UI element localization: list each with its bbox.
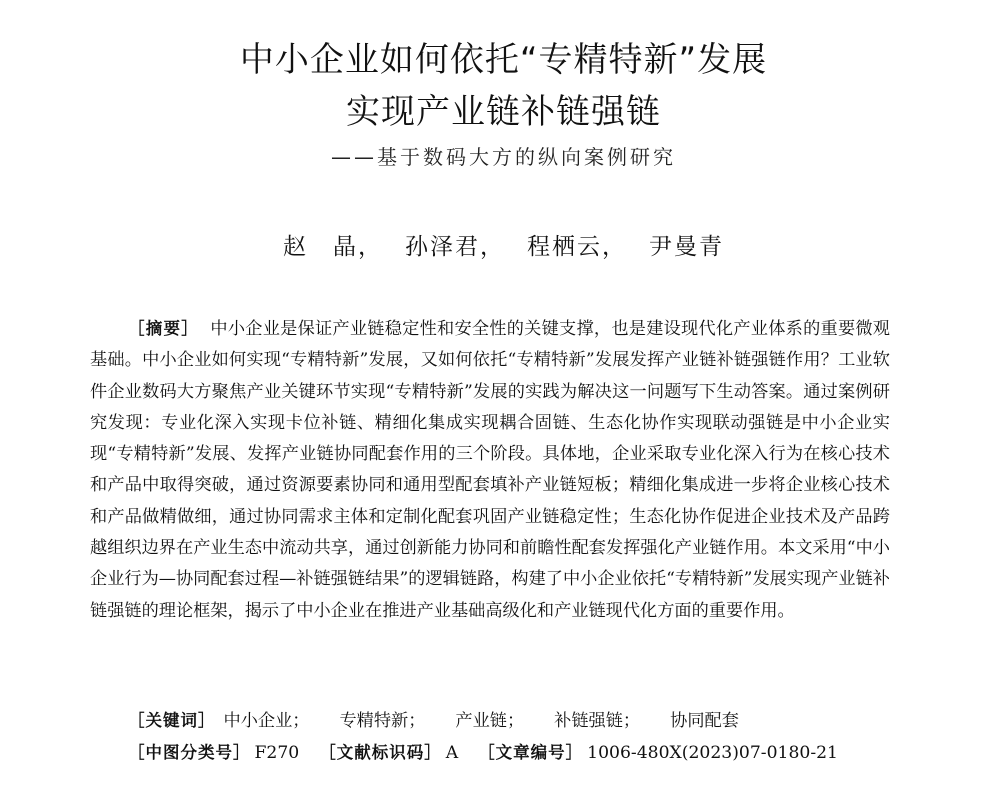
article-number-value: 1006-480X(2023)07-0180-21 xyxy=(587,743,838,763)
author-name: 程栖云， xyxy=(527,234,627,260)
abstract-text: 中小企业是保证产业链稳定性和安全性的关键支撑，也是建设现代化产业体系的重要微观基础。中小企业如何实现“专精特新”发展，又如何依托“专精特新”发展发挥产业链补链强链作用？工业软件企业数码大方聚焦产业关键环节实现“专精特新”发展的实践为解决这一问题写下生动答案。通过案例研究发现：专业化深入实现卡位补链、精细化集成实现耦合固链、生态化协作实现联动强链是中小企业实现“专精特新”发展、发挥产业链协同配套作用的三个阶段。具体地，企业采取专业化深入行为在核心技术和产品中取得突破，通过资源要素协同和通用型配套填补产业链短板；精细化集成进一步将企业核心技术和产品做精做细，通过协同需求主体和定制化配套巩固产业链稳定性；生态化协作促进企业技术及产品跨越组织边界在产业生态中流动共享，通过创新能力协同和前瞻性配套发挥强化产业链作用。本文采用“中小企业行为—协同配套过程—补链强链结果”的逻辑链路，构建了中小企业依托“专精特新”发展实现产业链补链强链的理论框架，揭示了中小企业在推进产业基础高级化和产业链现代化方面的重要作用。 xyxy=(90,319,890,621)
keywords-label: ［关键词］ xyxy=(128,711,216,730)
paper-title-line-2: 实现产业链补链强链 xyxy=(346,92,661,132)
paper-title-line-1: 中小企业如何依托“专精特新”发展 xyxy=(239,40,768,80)
classification-line xyxy=(128,738,908,768)
keyword-item: 专精特新； xyxy=(339,711,426,731)
clc-value: F270 xyxy=(254,743,300,763)
author-name: 尹曼青 xyxy=(649,234,724,260)
keyword-item: 产业链； xyxy=(455,711,525,731)
clc-label: ［中图分类号］ xyxy=(128,743,251,762)
abstract-paragraph xyxy=(90,313,890,627)
article-number-label: ［文章编号］ xyxy=(478,743,584,762)
doc-code-value: A xyxy=(445,743,459,763)
keyword-item: 协同配套 xyxy=(670,711,739,731)
keyword-item: 补链强链； xyxy=(554,711,641,731)
keyword-item: 中小企业； xyxy=(223,711,310,731)
author-list xyxy=(0,228,1007,261)
keywords-line xyxy=(128,706,888,736)
doc-code-label: ［文献标识码］ xyxy=(319,743,442,762)
author-name: 孙泽君， xyxy=(405,234,505,260)
paper-subtitle: ——基于数码大方的纵向案例研究 xyxy=(331,145,676,169)
abstract-label: ［摘要］ xyxy=(128,319,199,338)
author-name: 赵 晶， xyxy=(283,234,383,260)
